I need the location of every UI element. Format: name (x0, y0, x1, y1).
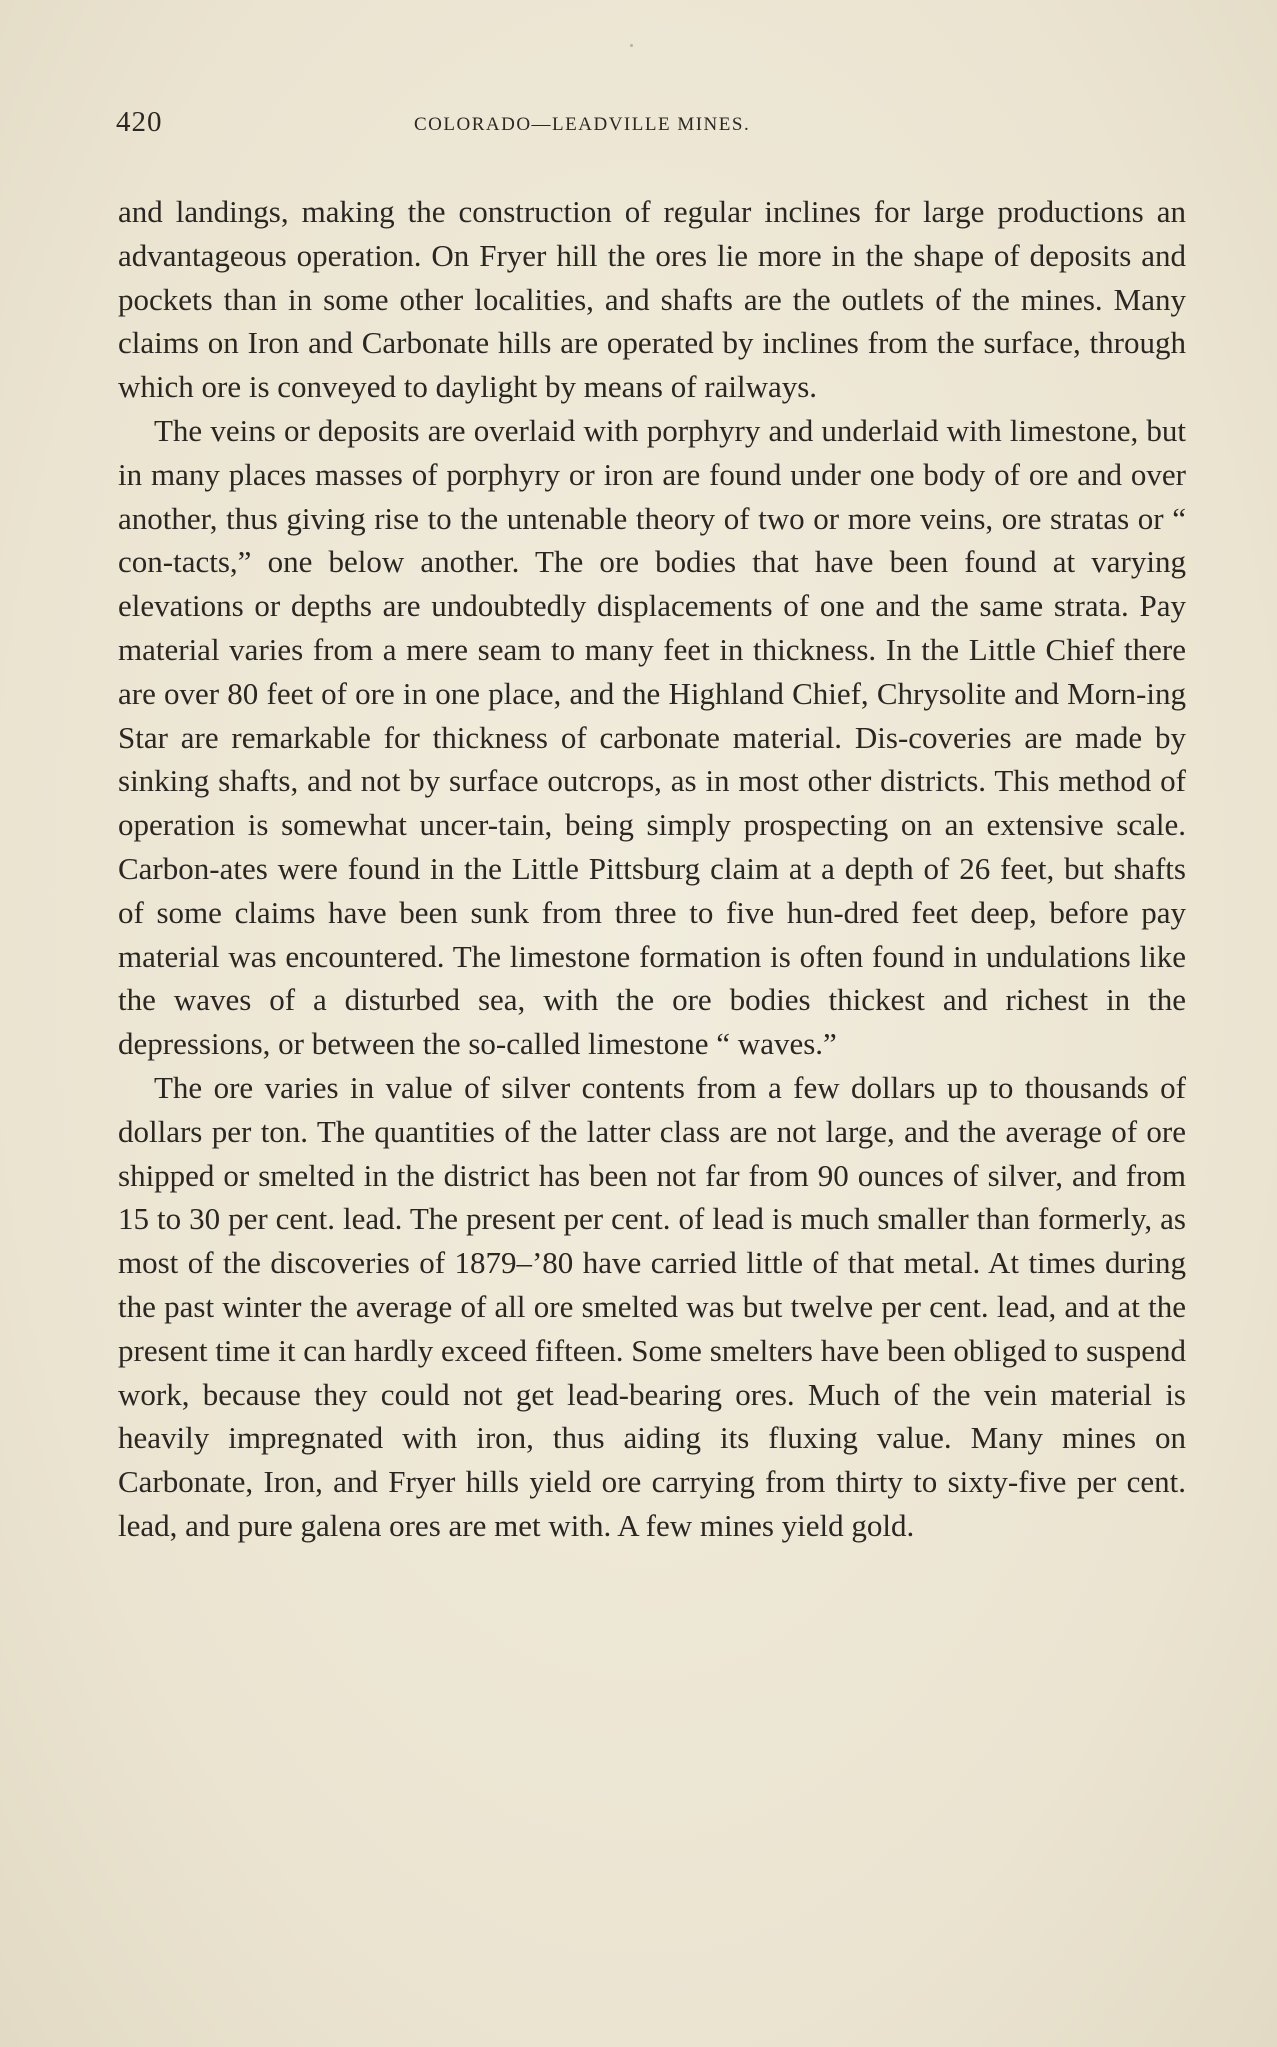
running-head (116, 106, 1186, 146)
paragraph-veins-deposits: The veins or deposits are overlaid with porphyry and underlaid with limestone, but in many places masses of porphyry or iron are found under one body of ore and over another, thus giving rise to the untenable theory of two or more veins, ore stratas or “ con-tacts,” one below another. The ore bodies that have been found at varying elevations or depths are undoubtedly displacements of one and the same strata. Pay material varies from a mere seam to many feet in thickness. In the Little Chief there are over 80 feet of ore in one place, and the Highland Chief, Chrysolite and Morn-ing Star are remarkable for thickness of carbonate material. Dis-coveries are made by sinking shafts, and not by surface outcrops, as in most other districts. This method of operation is somewhat uncer-tain, being simply prospecting on an extensive scale. Carbon-ates were found in the Little Pittsburg claim at a depth of 26 feet, but shafts of some claims have been sunk from three to five hun-dred feet deep, before pay material was encountered. The limestone formation is often found in undulations like the waves of a disturbed sea, with the ore bodies thickest and richest in the depressions, or between the so-called limestone “ waves.” (118, 412, 1186, 1062)
page-number: 420 (116, 106, 163, 138)
running-title: COLORADO—LEADVILLE MINES. (414, 114, 751, 135)
paragraph-continuation: and landings, making the construction of regular inclines for large productions an advantageous operation. On Fryer hill the ores lie more in the shape of deposits and pockets than in some other localities, and shafts are the outlets of the mines. Many claims on Iron and Carbonate hills are operated by inclines from the surface, through which ore is conveyed to daylight by means of railways. (118, 194, 1186, 405)
body-text (118, 190, 1186, 1548)
paper-speck (630, 44, 633, 47)
paragraph-ore-value: The ore varies in value of silver contents from a few dollars up to thousands of dollars per ton. The quantities of the latter class are not large, and the average of ore shipped or smelted in the district has been not far from 90 ounces of silver, and from 15 to 30 per cent. lead. The present per cent. of lead is much smaller than formerly, as most of the discoveries of 1879–’80 have carried little of that metal. At times during the past winter the average of all ore smelted was but twelve per cent. lead, and at the present time it can hardly exceed fifteen. Some smelters have been obliged to suspend work, because they could not get lead-bearing ores. Much of the vein material is heavily impregnated with iron, thus aiding its fluxing value. Many mines on Carbonate, Iron, and Fryer hills yield ore carrying from thirty to sixty-five per cent. lead, and pure galena ores are met with. A few mines yield gold. (118, 1069, 1186, 1543)
